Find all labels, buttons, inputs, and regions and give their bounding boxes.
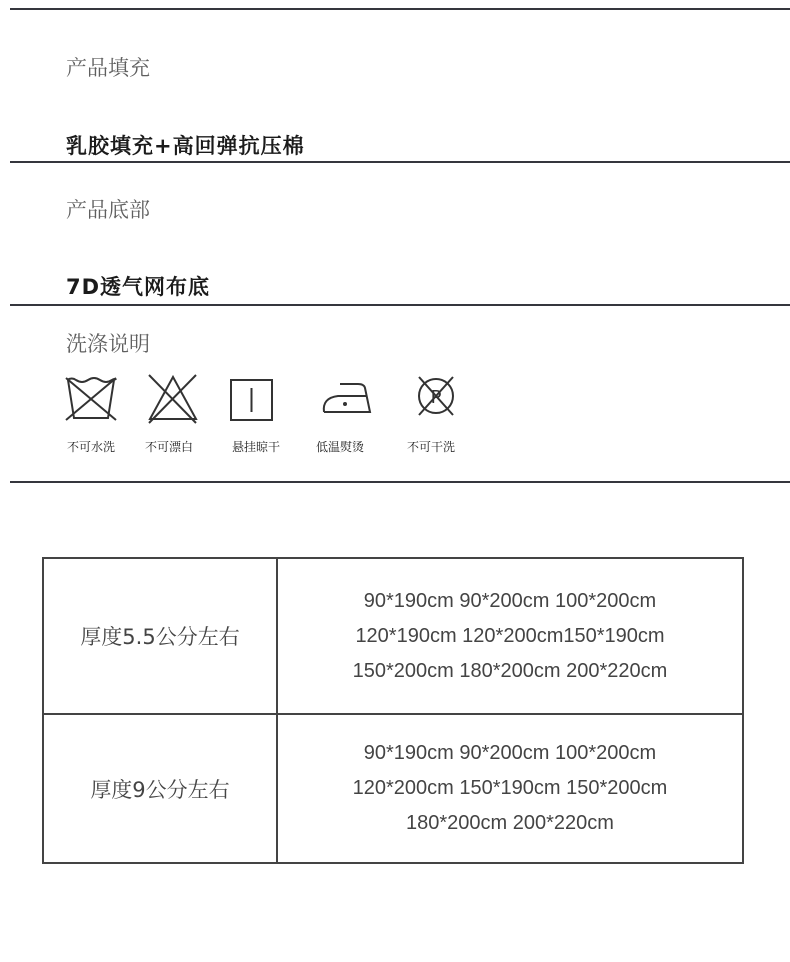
fill-label: 产品填充 — [66, 56, 150, 80]
no-dry-clean-icon — [413, 371, 459, 421]
size-line: 180*200cm 200*220cm — [406, 812, 614, 834]
sizes-cell — [277, 558, 743, 714]
top-divider — [10, 8, 790, 10]
no-dry-clean-caption: 不可干洗 — [406, 440, 455, 454]
no-hand-wash-caption: 不可水洗 — [66, 440, 115, 454]
size-line: 90*190cm 90*200cm 100*200cm — [363, 589, 657, 612]
bottom-value: 7D透气网布底 — [66, 275, 211, 299]
bottom-divider — [10, 304, 790, 306]
sizes-cell — [277, 714, 743, 863]
hang-dry-icon — [228, 377, 276, 423]
table-row — [43, 558, 743, 714]
fill-divider — [10, 161, 790, 163]
svg-text:P: P — [430, 387, 442, 408]
size-line: 120*190cm 120*200cm150*190cm — [355, 624, 665, 647]
low-temp-iron-icon — [318, 380, 374, 416]
care-label: 洗涤说明 — [66, 332, 150, 356]
size-line: 150*200cm 180*200cm 200*220cm — [352, 659, 668, 682]
care-divider — [10, 481, 790, 483]
size-line: 90*190cm 90*200cm 100*200cm — [363, 742, 657, 764]
low-temp-iron-caption: 低温熨烫 — [315, 440, 364, 454]
hang-dry-caption: 悬挂晾干 — [231, 440, 280, 454]
no-hand-wash-icon — [64, 374, 118, 424]
fill-value: 乳胶填充+高回弹抗压棉 — [66, 134, 305, 158]
size-spec-table — [42, 557, 744, 864]
thickness-cell: 厚度5.5公分左右 — [43, 558, 277, 714]
thickness-cell: 厚度9公分左右 — [43, 714, 277, 863]
size-line: 120*200cm 150*190cm 150*200cm — [352, 777, 668, 799]
no-bleach-icon — [146, 373, 200, 425]
table-row — [43, 714, 743, 863]
no-bleach-caption: 不可漂白 — [144, 440, 193, 454]
bottom-label: 产品底部 — [66, 198, 150, 222]
